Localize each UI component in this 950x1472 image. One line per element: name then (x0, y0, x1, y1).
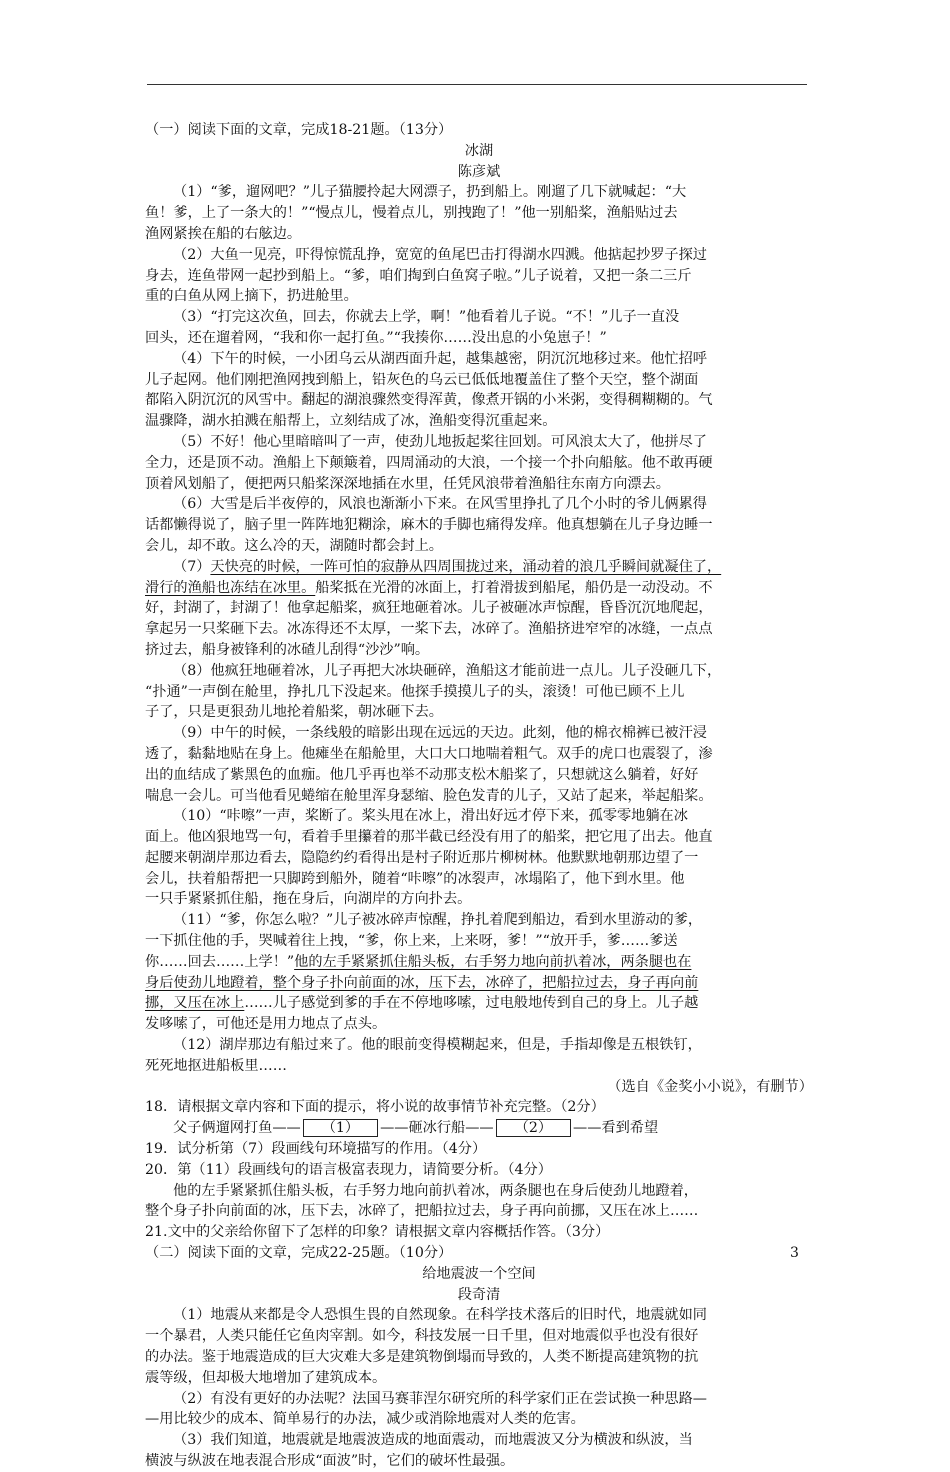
section2-header: （二）阅读下面的文章，完成22-25题。（10分） (145, 1245, 453, 1262)
text-line: （9）中午的时候，一条线般的暗影出现在远远的天边。此刻，他的棉衣棉裤已被汗浸 (173, 725, 707, 742)
text-line: （3）我们知道，地震就是地震波造成的地面震动，而地震波又分为横波和纵波，当 (173, 1432, 693, 1449)
header-rule (147, 84, 807, 85)
source-note: （选自《金奖小小说》，有删节） (607, 1078, 813, 1095)
text-line: （6）大雪是后半夜停的，风浪也渐渐小下来。在风雪里挣扎了几个小时的爷儿俩累得 (173, 496, 707, 513)
article1-author: 陈彦斌 (457, 163, 501, 180)
underlined-sentence: 他的左手紧紧抓住船头板，右手努力地向前扒着冰，两条腿也在 (294, 953, 692, 970)
text-line: （1）“爹，遛网吧？”儿子猫腰拎起大网漂子，扔到船上。刚遛了几下就喊起：“大 (173, 184, 687, 201)
text-line: 儿子起网。他们刚把渔网拽到船上，铅灰色的乌云已低低地覆盖住了整个天空，整个湖面 (145, 371, 699, 388)
text-line: 喘息一会儿。可当他看见蜷缩在舱里浑身瑟缩、脸色发青的儿子，又站了起来，举起船桨。 (145, 787, 713, 804)
text-line: 拿起另一只桨砸下去。冰冻得还不太厚，一桨下去，冰碎了。渔船挤进窄窄的冰缝，一点点 (145, 621, 713, 638)
text-line: 透了，黏黏地贴在身上。他瘫坐在船舱里，大口大口地喘着粗气。双手的虎口也震裂了，渗 (145, 745, 713, 762)
paragraph-11-line (145, 973, 813, 994)
article1-paragraphs-1-6 (145, 182, 813, 556)
question-20: 20．第（11）段画线句的语言极富表现力，请简要分析。（4分） (145, 1161, 552, 1178)
text-line: 会儿，扶着船帮把一只脚跨到船外，随着“咔嚓”的冰裂声，冰塌陷了，他下到水里。他 (145, 870, 685, 887)
text-line: 一个暴君，人类只能任它鱼肉宰割。如今，科技发展一日千里，但对地震似乎也没有很好 (145, 1328, 699, 1345)
text-line: 身去，连鱼带网一起抄到船上。“爹，咱们掏到白鱼窝子啦。”儿子说着，又把一条二三斤 (145, 267, 692, 284)
paragraph-7-rest (145, 598, 813, 660)
text-line: “扑通”一声倒在舱里，挣扎几下没起来。他探手摸摸儿子的头，滚烫！可他已顾不上儿 (145, 683, 685, 700)
text-line: 震等级，但却极大地增加了建筑成本。 (145, 1369, 387, 1386)
article2-paragraphs (145, 1305, 813, 1471)
text-line: （11）“爹，你怎么啦？”儿子被冰碎声惊醒，挣扎着爬到船边，看到水里游动的爹， (173, 912, 703, 929)
underlined-sentence: 天快亮的时候，一阵可怕的寂静从四周围拢过来，涌动着的浪几乎瞬间就凝住了， (210, 558, 722, 575)
text-line: 温骤降，湖水拍溅在船帮上，立刻结成了冰，渔船变得沉重起来。 (145, 413, 557, 430)
text-line: （2）有没有更好的办法呢？法国马赛菲涅尔研究所的科学家们正在尝试换一种思路— (173, 1390, 707, 1407)
page-number: 3 (790, 1245, 799, 1261)
text-line: （1）地震从来都是令人恐惧生畏的自然现象。在科学技术落后的旧时代，地震就如同 (173, 1307, 707, 1324)
text-line: （4）下午的时候，一小团乌云从湖西面升起，越集越密，阴沉沉地移过来。他忙招呼 (173, 350, 707, 367)
text-line: 会儿，却不敢。这么冷的天，湖随时都会封上。 (145, 537, 443, 554)
text-line: 出的血结成了紫黑色的血痂。他几乎再也举不动那支松木船桨了，只想就这么躺着，好好 (145, 766, 699, 783)
text-line: 一只手紧紧抓住船，拖在身后，向湖岸的方向扑去。 (145, 891, 472, 908)
text-line: （10）“咔嚓”一声，桨断了。桨头甩在冰上，滑出好远才停下来，孤零零地躺在冰 (173, 808, 688, 825)
paragraph-11-line: 发哆嗦了，可他还是用力地点了点头。 (145, 1016, 387, 1033)
answer-box-2[interactable]: （2） (496, 1119, 571, 1137)
text-line: 都陷入阴沉沉的风雪中。翻起的湖浪骤然变得浑黄，像煮开锅的小米粥，变得稠糊糊的。气 (145, 392, 713, 409)
text-line: 挤过去，船身被锋利的冰碴儿刮得“沙沙”响。 (145, 641, 430, 658)
question-20-quote: 他的左手紧紧抓住船头板，右手努力地向前扒着冰，两条腿也在身后使劲儿地蹬着， (173, 1182, 698, 1199)
text-line: （5）不好！他心里暗暗叫了一声，使劲儿地扳起桨往回划。可风浪太大了，他拼尽了 (173, 433, 707, 450)
section1-header: （一）阅读下面的文章，完成18-21题。（13分） (145, 122, 453, 138)
text-line: 重的白鱼从网上摘下，扔进舱里。 (145, 288, 358, 305)
article2-title: 给地震波一个空间 (422, 1265, 536, 1282)
text-line: 一下抓住他的手，哭喊着往上拽，“爹，你上来，上来呀，爹！”“放开手，爹……爹送 (145, 933, 678, 950)
question-18-flow: 父子俩遛网打鱼—— （1） ——砸冰行船—— （2） ——看到希望 (173, 1120, 659, 1137)
article1-paragraphs-8-11 (145, 661, 813, 952)
text-line: 话都懒得说了，脑子里一阵阵地犯糊涂，麻木的手脚也痛得发痒。他真想躺在儿子身边睡一 (145, 517, 713, 534)
paragraph-7-line: 滑行的渔船也冻结在冰里。船桨抵在光滑的冰面上，打着滑拔到船尾，船仍是一动没动。不 (145, 579, 713, 596)
text-line: 起腰来朝湖岸那边看去，隐隐约约看得出是村子附近那片柳树林。他默默地朝那边望了一 (145, 849, 699, 866)
text-line: 的办法。鉴于地震造成的巨大灾难大多是建筑物倒塌而导致的，人类不断提高建筑物的抗 (145, 1349, 699, 1366)
text-line: 顶着风划船了，便把两只船桨深深地插在水里，任凭风浪带着渔船往东南方向漂去。 (145, 475, 670, 492)
text-line: （2）大鱼一见亮，吓得惊慌乱挣，宽宽的鱼尾巴击打得湖水四溅。他掂起抄罗子探过 (173, 246, 707, 263)
question-20-quote: 整个身子扑向前面的冰，压下去，冰碎了，把船拉过去，身子再向前挪，又压在冰上…… (145, 1203, 699, 1220)
text-line: 全力，还是顶不动。渔船上下颠簸着，四周涌动的大浪，一个接一个扑向船舷。他不敢再硬 (145, 454, 713, 471)
paragraph-7-line: （7）天快亮的时候，一阵可怕的寂静从四周围拢过来，涌动着的浪几乎瞬间就凝住了， (173, 558, 722, 575)
text-line: 好，封湖了，封湖了！他拿起船桨，疯狂地砸着冰。儿子被砸冰声惊醒，昏昏沉沉地爬起， (145, 600, 713, 617)
text-line: 子了，只是更狠劲儿地抡着船桨，朝冰砸下去。 (145, 704, 443, 721)
underlined-sentence: 滑行的渔船也冻结在冰里。 (145, 579, 316, 596)
paragraph-12-line: 死死地抠进船板里…… (145, 1057, 287, 1074)
text-line: 横波与纵波在地表混合形成“面波”时，它们的破坏性最强。 (145, 1453, 515, 1469)
document-body (145, 120, 813, 1472)
article1-title: 冰湖 (464, 142, 494, 159)
answer-box-1[interactable]: （1） (303, 1119, 378, 1137)
question-21: 21.文中的父亲给你留下了怎样的印象？请根据文章内容概括作答。（3分） (145, 1224, 610, 1241)
paragraph-11-line: 你……回去……上学！”他的左手紧紧抓住船头板，右手努力地向前扒着冰，两条腿也在 (145, 953, 692, 970)
paragraph-11-line: 挪，又压在冰上……儿子感觉到爹的手在不停地哆嗦，过电般地传到自己的身上。儿子越 (145, 995, 699, 1012)
underlined-sentence: 身后使劲儿地蹬着，整个身子扑向前面的冰，压下去，冰碎了，把船拉过去，身子再向前 (145, 974, 699, 991)
text-line: 鱼！爹，上了一条大的！”“慢点儿，慢着点儿，别拽跑了！”他一别船桨，渔船贴过去 (145, 205, 678, 222)
text-line: 渔网紧挨在船的右舷边。 (145, 225, 302, 242)
text-line: —用比较少的成本、简单易行的办法，减少或消除地震对人类的危害。 (145, 1411, 585, 1428)
question-19: 19．试分析第（7）段画线句环境描写的作用。（4分） (145, 1141, 487, 1158)
question-18: 18．请根据文章内容和下面的提示，将小说的故事情节补充完整。（2分） (145, 1099, 605, 1116)
text-line: 面上。他凶狠地骂一句，看着手里攥着的那半截已经没有用了的船桨，把它甩了出去。他直 (145, 829, 713, 846)
text-line: （3）“打完这次鱼，回去，你就去上学，啊！”他看着儿子说。“不！”儿子一直没 (173, 309, 680, 326)
article2-author: 段奇清 (457, 1286, 501, 1303)
paragraph-12-line: （12）湖岸那边有船过来了。他的眼前变得模糊起来，但是，手指却像是五根铁钉， (173, 1037, 702, 1054)
text-line: （8）他疯狂地砸着冰，儿子再把大冰块砸碎，渔船这才能前进一点儿。儿子没砸几下， (173, 662, 722, 679)
text-line: 回头，还在遛着网，“我和你一起打鱼。”“我揍你……没出息的小兔崽子！” (145, 329, 607, 346)
underlined-sentence: 挪，又压在冰上 (145, 995, 245, 1012)
